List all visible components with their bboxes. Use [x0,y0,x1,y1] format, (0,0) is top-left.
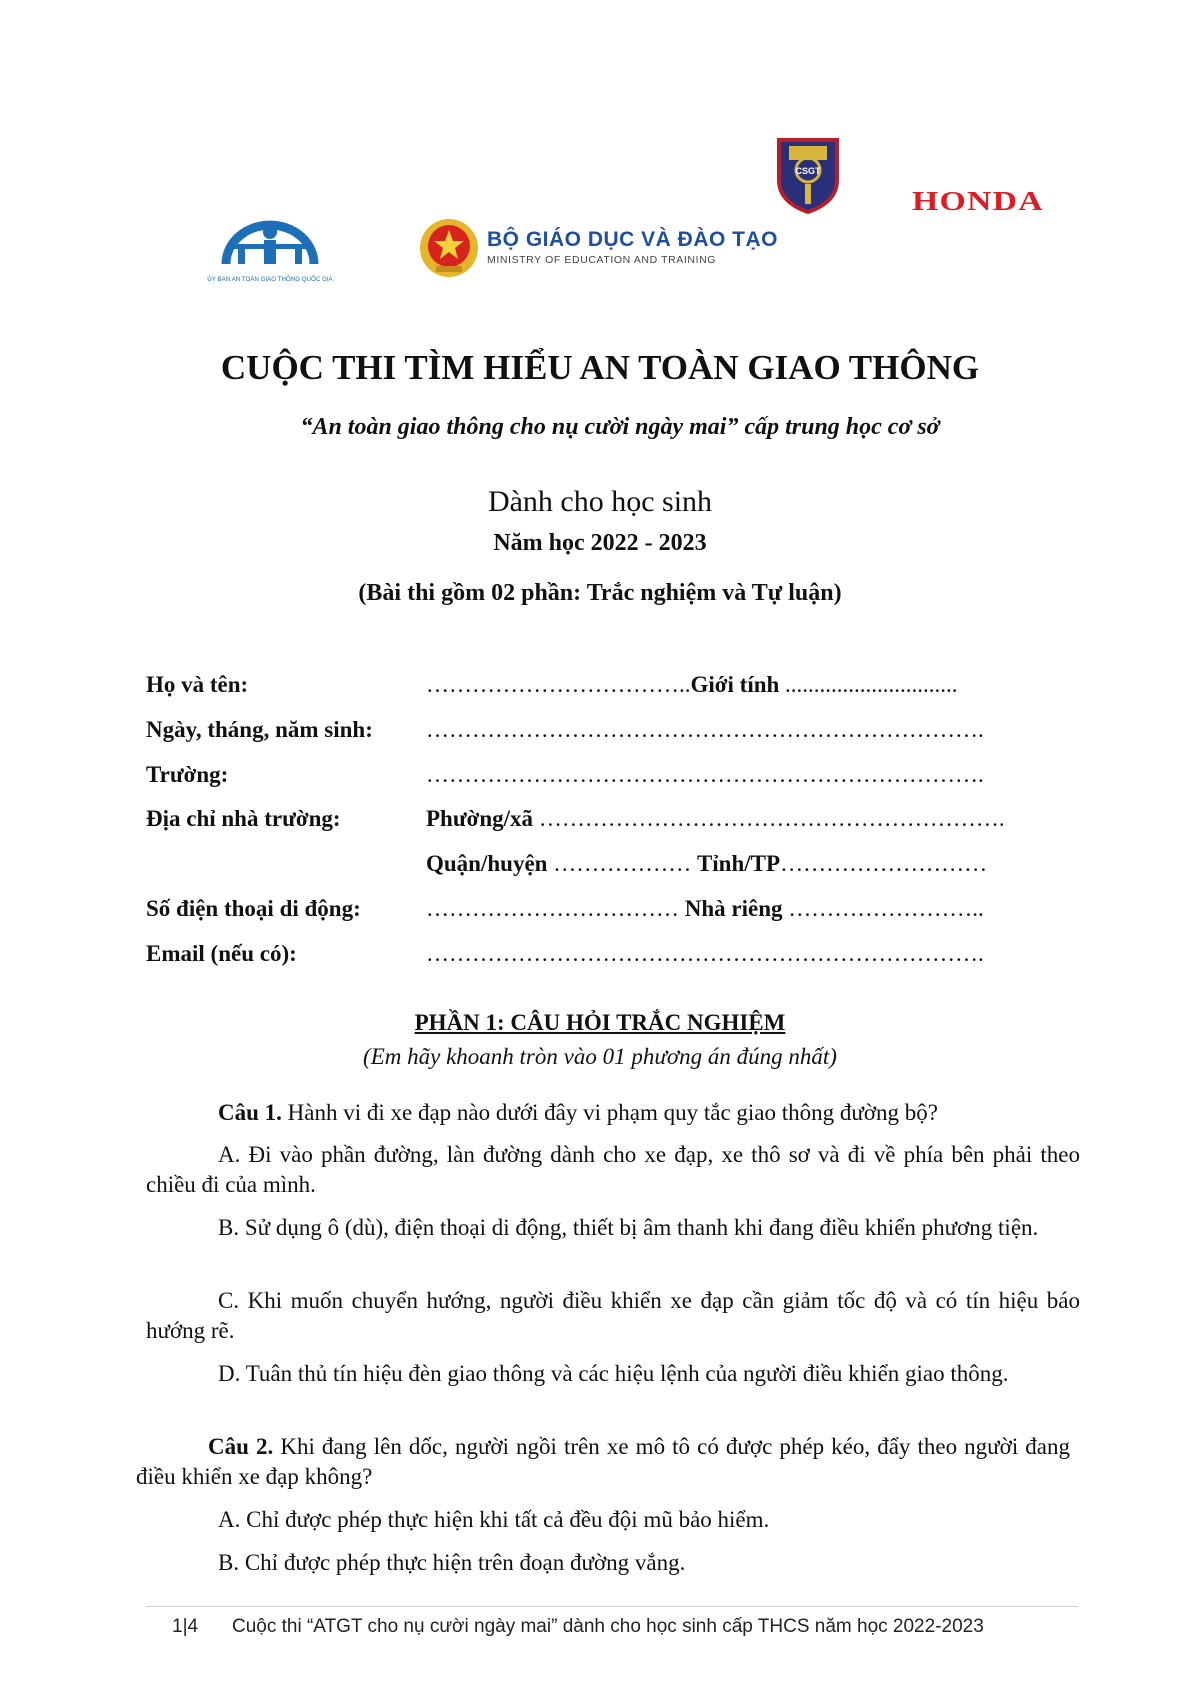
school-field[interactable]: ………………………………………………………………. [426,762,984,787]
form-row-phone [146,896,1066,928]
question-1-option-d-text: D. Tuân thủ tín hiệu đèn giao thông và các hiệu lệnh của người điều khiển giao thông. [218,1361,1009,1386]
question-1-option-a[interactable]: A. Đi vào phần đường, làn đường dành cho xe đạp, xe thô sơ và đi về phía bên phải theo chiều đi của mình. [146,1142,1080,1197]
email-field[interactable]: ………………………………………………………………. [426,941,984,966]
province-label: Tỉnh/TP [696,851,781,876]
question-1-text: Hành vi đi xe đạp nào dưới đây vi phạm quy tắc giao thông đường bộ? [281,1100,938,1125]
ward-field[interactable]: ……………………………………………………. [533,806,1005,831]
ward-label: Phường/xã [426,806,534,831]
email-label: Email (nếu có): [146,941,297,966]
address-label: Địa chỉ nhà trường: [146,806,341,831]
csgt-shield-icon [775,134,841,214]
name-label: Họ và tên: [146,672,249,697]
question-1 [146,1098,1080,1128]
school-label: Trường: [146,762,229,787]
uba-caption: ỦY BAN AN TOÀN GIAO THÔNG QUỐC GIA [207,276,333,283]
moet-name: BỘ GIÁO DỤC VÀ ĐÀO TẠO [487,228,779,251]
form-row-address [146,806,1066,838]
question-2-option-a[interactable]: A. Chỉ được phép thực hiện khi tất cả đều đội mũ bảo hiểm. [218,1507,770,1532]
section-instruction: (Em hãy khoanh tròn vào 01 phương án đúng nhất) [363,1044,837,1069]
moet-english-name: MINISTRY OF EDUCATION AND TRAINING [487,254,717,266]
traffic-safety-committee-logo [190,218,350,288]
dob-label: Ngày, tháng, năm sinh: [146,717,373,742]
school-year: Năm học 2022 - 2023 [493,530,707,556]
district-label: Quận/huyện [426,851,548,876]
mobile-field[interactable]: …………………………… [426,896,685,921]
question-2-label: Câu 2. [208,1434,274,1459]
name-field[interactable]: …………………………….. [426,672,691,697]
district-field[interactable]: ……………… [547,851,697,876]
question-2-option-b[interactable]: B. Chỉ được phép thực hiện trên đoạn đường vắng. [218,1550,686,1575]
form-row-school [146,762,1066,794]
question-1-option-b[interactable]: B. Sử dụng ô (dù), điện thoại di động, thiết bị âm thanh khi đang điều khiển phương tiện. [218,1215,1039,1240]
page-footer [172,1616,984,1638]
question-2 [136,1432,1070,1492]
gender-field[interactable]: .............................. [779,672,958,697]
form-row-name [146,672,1066,704]
question-1-option-c[interactable]: C. Khi muốn chuyển hướng, người điều khiển xe đạp cần giảm tốc độ và có tín hiệu báo hướng rẽ. [146,1288,1080,1343]
home-phone-field[interactable]: …………………….. [782,896,984,921]
gender-label: Giới tính [690,672,780,697]
section-title: PHẦN 1: CÂU HỎI TRẮC NGHIỆM [414,1010,786,1035]
question-1-label: Câu 1. [218,1100,282,1125]
exam-structure-note: (Bài thi gồm 02 phần: Trắc nghiệm và Tự luận) [358,580,842,606]
home-phone-label: Nhà riêng [684,896,783,921]
dob-field[interactable]: ………………………………………………………………. [426,717,984,742]
footer-text: Cuộc thi “ATGT cho nụ cười ngày mai” dành cho học sinh cấp THCS năm học 2022-2023 [232,1616,984,1637]
question-1-option-d[interactable] [218,1359,1038,1389]
form-row-email [146,941,1066,973]
honda-logo: HONDA [912,186,1044,216]
csgt-caption: CSGT [795,166,821,176]
question-2-text: Khi đang lên dốc, người ngồi trên xe mô tô có được phép kéo, đẩy theo người đang điều khiển xe đạp không? [136,1434,1071,1489]
audience-line: Dành cho học sinh [487,485,713,518]
page-number: 1|4 [172,1616,199,1637]
moet-logo-text [487,228,778,266]
contest-subtitle: “An toàn giao thông cho nụ cười ngày mai” cấp trung học cơ sở [300,414,940,440]
footer-divider [146,1606,1078,1607]
form-row-dob [146,717,1066,749]
form-row-district [146,851,1066,883]
national-emblem-icon [418,216,480,280]
province-field[interactable]: ……………………… [780,851,988,876]
mobile-label: Số điện thoại di động: [146,896,361,921]
page-title: CUỘC THI TÌM HIỂU AN TOÀN GIAO THÔNG [220,348,980,387]
